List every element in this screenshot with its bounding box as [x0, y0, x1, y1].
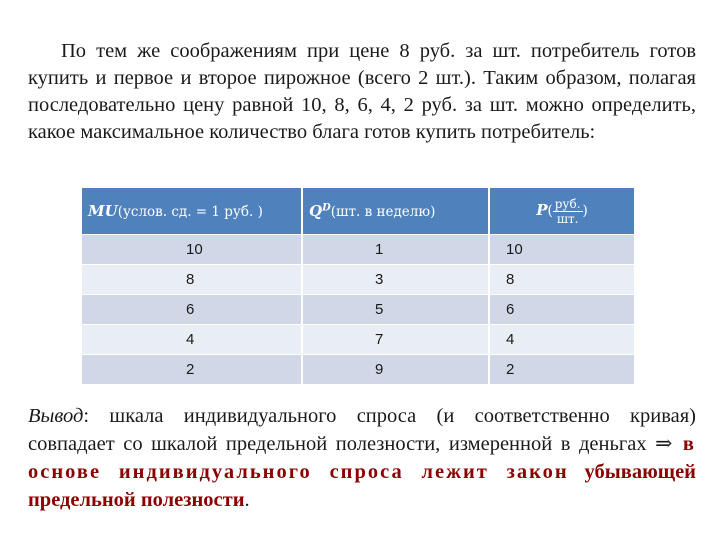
table-row [82, 265, 634, 295]
table-row [82, 295, 634, 325]
table-header-row [82, 188, 634, 235]
cell-mu: 4 [82, 325, 302, 355]
mu-unit: (услов. сд. = 1 руб. ) [117, 204, 263, 220]
intro-paragraph [28, 38, 696, 146]
cell-price: 2 [489, 355, 634, 385]
cell-qd: 9 [302, 355, 489, 385]
cell-mu: 10 [82, 235, 302, 265]
cell-qd: 1 [302, 235, 489, 265]
table-row [82, 325, 634, 355]
cell-price: 6 [489, 295, 634, 325]
mu-symbol: MU [88, 202, 118, 220]
intro-text: По тем же соображениям при цене 8 руб. за шт. потребитель готов купить и первое и второе пирожное (всего 2 шт.). Таким образом, полагая последовательно цену равной 10, 8, 6, 4, 2 руб. за шт. можно определить, какое максимальное количество блага готов купить потребитель: [28, 40, 696, 143]
conclusion-emphasis-2: убывающей предельной полезности [28, 461, 696, 511]
cell-qd: 7 [302, 325, 489, 355]
conclusion-text: шкала индивидуального спроса (и соответственно кривая) совпадает со шкалой предельной полезности, измеренной в деньгах [28, 405, 696, 455]
conclusion-end: . [244, 489, 250, 511]
qd-superscript: D [322, 202, 331, 214]
cell-qd: 5 [302, 295, 489, 325]
header-mu [82, 188, 302, 235]
header-qd [302, 188, 489, 235]
implies-arrow-icon: ⇒ [655, 433, 673, 455]
cell-qd: 3 [302, 265, 489, 295]
header-price [489, 188, 634, 235]
cell-price: 10 [489, 235, 634, 265]
cell-price: 8 [489, 265, 634, 295]
table-row [82, 235, 634, 265]
conclusion-emphasis-1: в основе индивидуального спроса лежит закон [28, 433, 696, 483]
conclusion-colon: : [83, 405, 90, 427]
price-paren-open: ( [547, 202, 553, 219]
cell-mu: 8 [82, 265, 302, 295]
marginal-utility-table [82, 188, 634, 384]
qd-symbol: Q [309, 202, 323, 220]
qd-unit: (шт. в неделю) [330, 204, 436, 220]
price-unit-fraction [553, 197, 583, 226]
table-row [82, 355, 634, 385]
price-unit-denominator: шт. [556, 211, 579, 226]
cell-mu: 2 [82, 355, 302, 385]
price-paren-close: ) [582, 202, 588, 219]
conclusion-label: Вывод [28, 405, 84, 427]
conclusion-paragraph [28, 402, 696, 514]
cell-mu: 6 [82, 295, 302, 325]
cell-price: 4 [489, 325, 634, 355]
price-symbol: P [536, 200, 548, 219]
price-unit-numerator: руб. [554, 196, 581, 211]
